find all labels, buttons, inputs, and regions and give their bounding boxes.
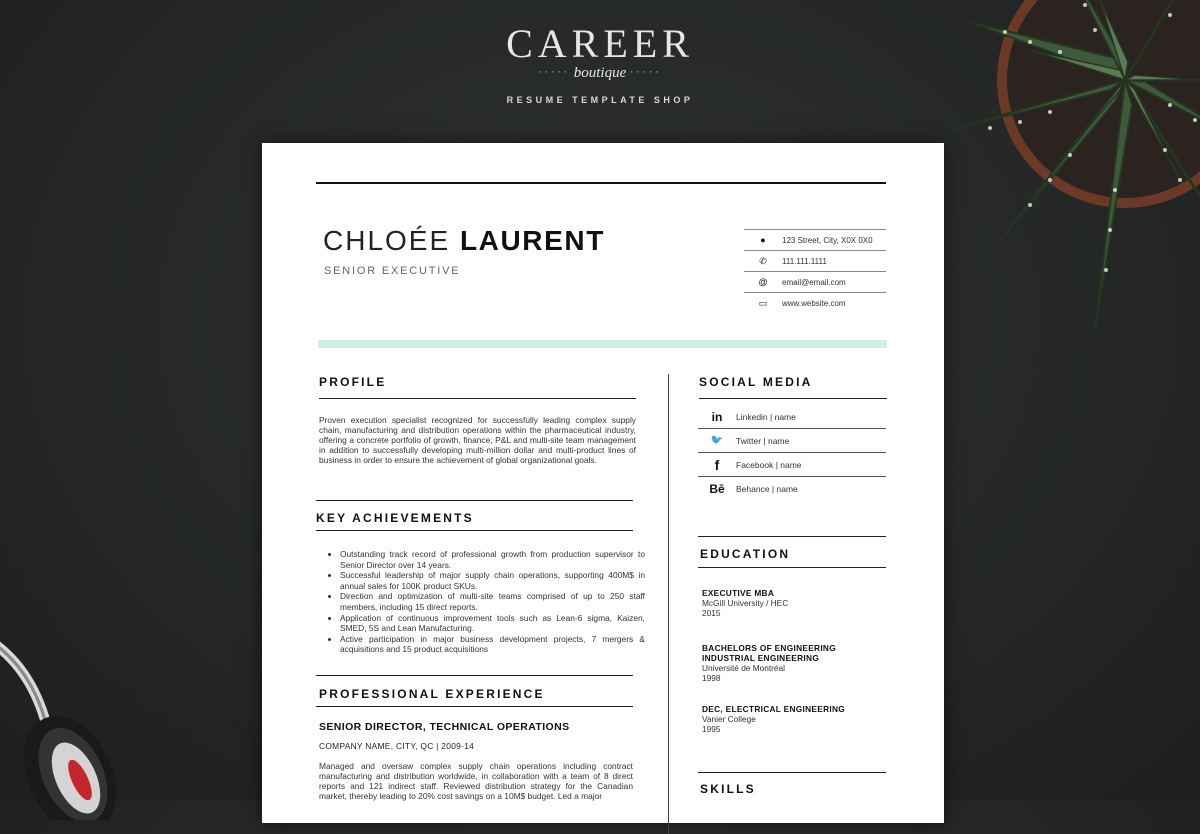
- resume-page: [262, 143, 944, 823]
- contact-email-text: email@email.com: [782, 277, 846, 287]
- contact-block: [744, 229, 886, 313]
- facebook-icon: f: [714, 456, 720, 473]
- education-section: [698, 536, 886, 734]
- social-item-behance[interactable]: [698, 477, 886, 500]
- education-rule-top: [698, 536, 886, 537]
- education-year: 1995: [702, 724, 721, 734]
- education-item: [702, 643, 886, 683]
- contact-email: [744, 272, 886, 293]
- column-divider: [668, 374, 669, 834]
- education-item: [702, 704, 886, 734]
- social-item-linkedin[interactable]: [698, 405, 886, 429]
- list-item: • Outstanding track record of professional growth from production supervisor to Senior Director over 14 years.: [340, 549, 645, 570]
- headphones-image: [0, 600, 140, 820]
- skills-title: SKILLS: [700, 782, 756, 796]
- monitor-icon: ▭: [758, 297, 768, 308]
- education-year: 2015: [702, 608, 721, 618]
- job-description: Managed and oversaw complex supply chain operations including contract manufacturing and distribution worldwide, in collaboration with a team of 8 direct reports and 121 indirect staff. Reviewed distribution strategy for the Canadian market, thereby leading to 20% cost savings on a 10M$ budget. Led a major: [319, 761, 633, 801]
- top-rule: [316, 182, 886, 184]
- brand-dots-left: ·····: [538, 67, 570, 79]
- profile-section: [319, 375, 636, 466]
- social-item-twitter[interactable]: [698, 429, 886, 453]
- resume-name: [323, 225, 605, 257]
- social-item-facebook[interactable]: [698, 453, 886, 477]
- experience-section: [316, 675, 633, 802]
- education-school: Vanier College: [702, 714, 756, 724]
- at-icon: @: [758, 277, 768, 287]
- education-school: McGill University / HEC: [702, 598, 789, 608]
- brand-dots-right: ·····: [630, 67, 662, 79]
- list-item: • Direction and optimization of multi-site teams comprised of up to 250 staff members, including 15 direct reports.: [340, 591, 645, 612]
- contact-phone: [744, 251, 886, 272]
- experience-rule: [316, 706, 633, 707]
- list-item: • Application of continuous improvement tools such as Lean-6 sigma, Kaizen, SMED, 5S and Lean Manufacturing.: [340, 613, 645, 634]
- brand-title: CAREER: [506, 21, 694, 66]
- profile-text: Proven execution specialist recognized for successfully leading complex supply chain, manufacturing and distribution operations within the pharmaceutical industry, offering a concrete portfolio of growth, finance, P&L and multi-site team management in addition to successfully developing multi-million dollar and multi-product lines of business in order to ensure the achievement of global organizational goals.: [319, 415, 636, 465]
- social-rule: [699, 398, 887, 399]
- profile-title: PROFILE: [319, 375, 387, 389]
- experience-rule-top: [316, 675, 633, 676]
- education-rule: [698, 567, 886, 568]
- social-header: [699, 375, 887, 399]
- skills-rule-top: [698, 772, 886, 773]
- social-twitter-text: Twitter | name: [736, 435, 790, 446]
- achievements-title: KEY ACHIEVEMENTS: [316, 511, 474, 525]
- skills-section: [698, 772, 886, 796]
- job-company: COMPANY NAME, CITY, QC | 2009-14: [319, 741, 475, 751]
- contact-phone-text: 111.111.1111: [782, 256, 827, 266]
- education-degree: EXECUTIVE MBA: [702, 588, 775, 598]
- achievements-rule-top: [316, 500, 633, 501]
- education-degree: DEC, ELECTRICAL ENGINEERING: [702, 704, 846, 714]
- achievements-rule: [316, 530, 633, 531]
- linkedin-icon: in: [711, 409, 723, 424]
- phone-icon: ✆: [759, 255, 767, 266]
- contact-website-text: www.website.com: [782, 298, 846, 308]
- education-item: [702, 588, 886, 618]
- profile-rule: [319, 398, 636, 399]
- achievements-list: [326, 549, 645, 655]
- list-item: • Successful leadership of major supply chain operations, supporting 400M$ in annual sales for 100K product SKUs.: [340, 570, 645, 591]
- location-pin-icon: ●: [760, 235, 766, 245]
- first-name: CHLOÉE: [323, 225, 451, 256]
- education-degree: BACHELORS OF ENGINEERING: [702, 643, 836, 653]
- social-list: [698, 405, 886, 500]
- contact-address: [744, 229, 886, 251]
- education-degree-2: INDUSTRIAL ENGINEERING: [702, 653, 820, 663]
- list-item: • Active participation in major business development projects, 7 mergers & acquisitions and 15 product acquisitions: [340, 634, 645, 655]
- behance-icon: Bē: [709, 481, 725, 496]
- contact-website: [744, 293, 886, 313]
- contact-address-text: 123 Street, City, X0X 0X0: [782, 235, 873, 245]
- succulent-plant-image: [910, 0, 1200, 350]
- brand-tagline: RESUME TEMPLATE SHOP: [506, 94, 694, 105]
- twitter-icon: 🐦: [710, 435, 724, 446]
- social-behance-text: Behance | name: [736, 483, 798, 494]
- brand-subtitle-text: boutique: [573, 65, 627, 81]
- education-school: Université de Montréal: [702, 663, 786, 673]
- experience-title: PROFESSIONAL EXPERIENCE: [319, 687, 545, 701]
- education-year: 1998: [702, 673, 721, 683]
- social-title: SOCIAL MEDIA: [699, 375, 813, 389]
- accent-bar: [318, 340, 887, 348]
- last-name: LAURENT: [459, 225, 605, 256]
- achievements-section: [316, 500, 645, 655]
- education-title: EDUCATION: [700, 547, 791, 561]
- social-linkedin-text: Linkedin | name: [736, 411, 796, 422]
- job-title: SENIOR DIRECTOR, TECHNICAL OPERATIONS: [319, 721, 570, 733]
- job-role: SENIOR EXECUTIVE: [324, 265, 461, 277]
- social-facebook-text: Facebook | name: [736, 459, 802, 470]
